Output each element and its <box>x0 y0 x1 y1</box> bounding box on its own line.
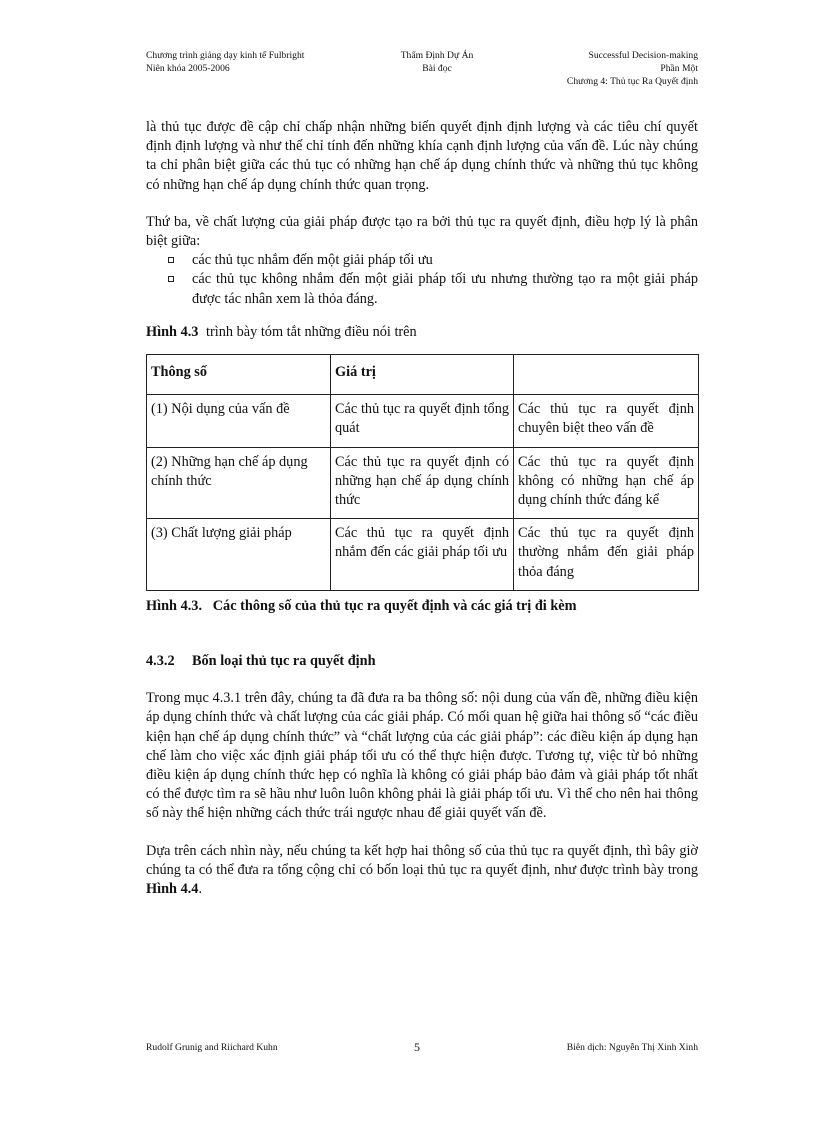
section-title: Bốn loại thủ tục ra quyết định <box>192 653 376 670</box>
column-header: Giá trị <box>331 355 514 395</box>
table-cell: Các thủ tục ra quyết định không có những hạn chế áp dụng chính thức đáng kể <box>514 447 699 519</box>
table-cell: Các thủ tục ra quyết định nhắm đến các giải pháp tối ưu <box>331 519 514 591</box>
bullet-list <box>146 251 698 309</box>
table-cell: Các thủ tục ra quyết định thường nhắm đến giải pháp thỏa đáng <box>514 519 699 591</box>
table-row <box>147 519 699 591</box>
figure-intro-text: trình bày tóm tắt những điều nói trên <box>206 323 417 340</box>
course-name: Thẩm Định Dự Án <box>400 50 474 61</box>
academic-year: Niên khóa 2005-2006 <box>146 63 230 74</box>
page-footer <box>146 1042 698 1058</box>
paragraph-1: là thủ tục được đề cập chỉ chấp nhận những biến quyết định định lượng và các tiêu chí quyết định định lượng và như thế chỉ tính đến những khía cạnh định lượng của vấn đề. Lúc này chúng ta chỉ phân biệt giữa các thủ tục có những hạn chế áp dụng chính thức và những thủ tục không có những hạn chế áp dụng chính thức quan trọng. <box>146 119 698 193</box>
table-row <box>147 447 699 519</box>
table-cell: Các thủ tục ra quyết định tổng quát <box>331 395 514 447</box>
table-header-row <box>147 355 699 395</box>
paragraph-2: Thứ ba, về chất lượng của giải pháp được tạo ra bởi thủ tục ra quyết định, điều hợp lý là phân biệt giữa: <box>146 213 698 250</box>
paragraph-4: Dựa trên cách nhìn này, nếu chúng ta kết hợp hai thông số của thủ tục ra quyết định, thì bây giờ chúng ta có thể đưa ra tổng cộng chỉ có bốn loại thủ tục ra quyết định, như được trình bày trong Hình 4.4. <box>146 842 698 898</box>
table-cell: (2) Những hạn chế áp dụng chính thức <box>147 447 331 519</box>
figure-reference: Hình 4.4 <box>146 881 199 898</box>
list-item: các thủ tục không nhắm đến một giải pháp tối ưu nhưng thường tạo ra một giải pháp được tác nhân xem là thỏa đáng. <box>192 270 698 308</box>
list-item: các thủ tục nhắm đến một giải pháp tối ưu <box>192 251 698 270</box>
figure-label: Hình 4.3 <box>146 323 199 340</box>
table-cell: Các thủ tục ra quyết định có những hạn chế áp dụng chính thức <box>331 447 514 519</box>
footer-translator: Biên dịch: Nguyễn Thị Xinh Xinh <box>566 1042 698 1053</box>
page-header <box>146 49 698 93</box>
column-header: Thông số <box>147 355 331 395</box>
checkbox-bullet-icon <box>168 257 174 263</box>
page-body <box>146 118 698 899</box>
footer-authors: Rudolf Grunig and Riichard Kuhn <box>146 1042 278 1053</box>
header-right <box>567 49 698 88</box>
parameters-table <box>146 354 699 591</box>
header-center <box>372 49 502 75</box>
figure-caption: Hình 4.3. Các thông số của thủ tục ra quyết định và các giá trị đi kèm <box>146 597 577 614</box>
table-cell: (3) Chất lượng giải pháp <box>147 519 331 591</box>
column-header <box>514 355 699 395</box>
part-label: Phần Một <box>660 63 698 74</box>
figure-intro <box>146 323 698 342</box>
paragraph-3: Trong mục 4.3.1 trên đây, chúng ta đã đưa ra ba thông số: nội dung của vấn đề, những điều kiện áp dụng chính thức và chất lượng của các giải pháp. Có mối quan hệ giữa hai thông số “các điều kiện hạn chế áp dụng chính thức” và “chất lượng của các giải pháp”: các điều kiện áp dụng hạn chế làm cho việc xác định giải pháp tối ưu có thể thực hiện được. Tương tự, việc từ bỏ những điều kiện áp dụng chính thức hẹp có nghĩa là không có giải pháp bảo đảm và giải pháp tốt nhất có thể được tìm ra sẽ hầu như luôn luôn không phải là giải pháp tối ưu. Vì thế cho nên hai thông số này thể hiện những cách thức trái ngược nhau để giải quyết vấn đề. <box>146 690 698 822</box>
checkbox-bullet-icon <box>168 276 174 282</box>
table-cell: (1) Nội dụng của vấn đề <box>147 395 331 447</box>
section-heading <box>146 652 698 671</box>
header-left <box>146 49 304 75</box>
table-row <box>147 395 699 447</box>
page-number: 5 <box>414 1040 420 1054</box>
section-number: 4.3.2 <box>146 653 175 670</box>
book-title: Successful Decision-making <box>588 50 698 61</box>
chapter-label: Chương 4: Thủ tục Ra Quyết định <box>566 76 698 87</box>
reading-label: Bài đọc <box>422 63 452 74</box>
table-cell: Các thủ tục ra quyết định chuyên biệt theo vấn đề <box>514 395 699 447</box>
program-name: Chương trình giảng dạy kinh tế Fulbright <box>146 50 305 61</box>
